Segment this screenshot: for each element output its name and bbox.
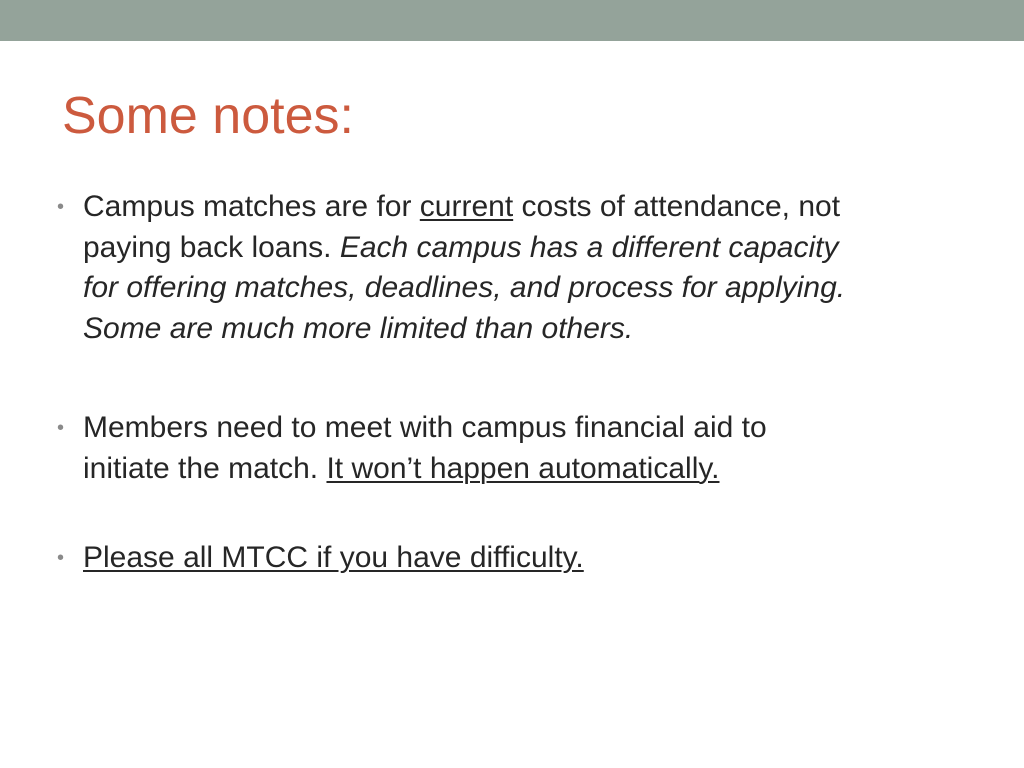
bullet-line [83,187,963,228]
bullet-text-2 [83,408,963,489]
text-run: costs of attendance, not [513,190,841,223]
underlined-run: It won’t happen automatically. [326,451,720,485]
slide-title: Some notes: [62,87,354,145]
text-run: Campus matches are for [83,190,420,223]
bullet-line: for offering matches, deadlines, and process for applying. [83,271,846,304]
bullet-line [83,449,963,490]
underlined-word-current: current [419,190,514,223]
bullet-marker: • [57,547,65,569]
bullet-line [83,228,963,269]
bullet-marker: • [57,417,65,439]
bullet-line: Please all MTCC if you have difficulty. [83,541,584,574]
bullet-marker: • [57,196,65,218]
bullet-line: Some are much more limited than others. [83,311,634,345]
bullet-line: Members need to meet with campus financial aid to [83,411,767,444]
text-run: paying back loans. [83,230,340,264]
bullet-text-1 [83,187,963,349]
bullet-text-3 [83,538,963,579]
text-run: initiate the match. [83,451,327,485]
italic-run: Each campus has a different capacity [339,230,839,264]
